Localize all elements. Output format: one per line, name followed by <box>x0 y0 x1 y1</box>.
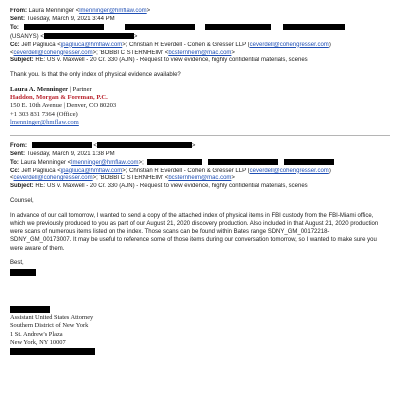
email1-from: From: Laura Menninger <lmenninger@hmflaw.com> <box>10 8 151 14</box>
email1-from-email-link[interactable]: lmenninger@hmflaw.com <box>79 8 147 14</box>
email1-to: To: <box>10 24 390 33</box>
redaction <box>97 142 192 148</box>
signature-title: | Partner <box>68 85 92 93</box>
email1-cc: Cc: Jeff Pagliuca <jpagliuca@hmflaw.com>; Christian R Everdell - Cohen & Gresser LLP (ceverdell@cohengresser.com) <box>10 41 331 48</box>
email2-signature <box>10 306 390 355</box>
email1-subject: Subject: RE: US v. Maxwell - 20 Cr. 330 (AJN) - Request to view evidence, highly confidential materials, scenes <box>10 57 308 64</box>
email2-cc-cont: <ceverdell@cohengresser.com>; 'BOBBI C STERNHEIM' <bcsternheim@mac.com> <box>10 175 235 182</box>
email-divider <box>10 135 390 136</box>
signature-phone: +1 303 831 7364 (Office) <box>10 110 78 118</box>
cc-email-link[interactable]: bcsternheim@mac.com <box>168 49 232 56</box>
email1-signature <box>10 86 390 128</box>
signature-address: 150 E. 10th Avenue | Denver, CO 80203 <box>10 102 117 110</box>
redaction <box>125 24 195 30</box>
redaction <box>283 24 345 30</box>
signature-title: Assistant United States Attorney <box>10 314 94 322</box>
email1-sent: Sent: Tuesday, March 9, 2021 3:44 PM <box>10 15 115 22</box>
redaction <box>205 24 271 30</box>
email2-body: In advance of our call tomorrow, I wanted to send a copy of the attached index of physical items in FBI custody from the FBI-Miami office, which we previously produced to you as part of our August 21, 2020 discovery production. Also included in that August 21, 2020 production were scans of numerous items listed on the index. Those scans can be found within Bates range SDNY_GM_00172218-SDNY_GM_00173007. It may be useful to reference some of those items during our conversation tomorrow, so I wanted to make sure you were aware of them. <box>10 212 379 252</box>
redaction <box>147 159 202 165</box>
redaction <box>44 33 134 39</box>
signature-name: Laura A. Menninger <box>10 85 69 93</box>
cc-email-link[interactable]: jpagliuca@hmflaw.com <box>60 167 123 174</box>
redaction <box>10 306 50 313</box>
email2-subject: Subject: RE: US v. Maxwell - 20 Cr. 330 (AJN) - Request to view evidence, highly confidential materials, scenes <box>10 183 308 190</box>
redaction <box>284 159 334 165</box>
email2-cc: Cc: Jeff Pagliuca <jpagliuca@hmflaw.com>; Christian R Everdell - Cohen & Gresser LLP (ceverdell@cohengresser.com) <box>10 167 331 174</box>
signature-office: Southern District of New York <box>10 322 89 330</box>
cc-email-link[interactable]: jpagliuca@hmflaw.com <box>60 41 123 48</box>
redaction <box>24 24 104 30</box>
signature-address-line2: New York, NY 10007 <box>10 339 66 347</box>
email1-cc-cont: <ceverdell@cohengresser.com>; 'BOBBI C STERNHEIM' <bcsternheim@mac.com> <box>10 49 235 56</box>
email2-from: From: < > <box>10 142 196 149</box>
redaction <box>208 159 278 165</box>
cc-email-link[interactable]: ceverdell@cohengresser.com <box>13 49 93 56</box>
redaction <box>10 269 36 276</box>
email1-to-cont: (USANYS) < > <box>10 33 138 40</box>
signature-address-line1: 1 St. Andrew's Plaza <box>10 330 63 338</box>
email2-to: To: Laura Menninger <lmenninger@hmflaw.com>; <box>10 159 390 168</box>
signature-firm: Haddon, Morgan & Foreman, P.C. <box>10 94 108 102</box>
cc-email-link[interactable]: ceverdell@cohengresser.com <box>13 175 93 182</box>
email2-header <box>10 142 390 191</box>
redaction <box>10 348 95 355</box>
signature-email-link[interactable]: lmenninger@hmflaw.com <box>10 119 79 127</box>
email2-sent: Sent: Tuesday, March 9, 2021 1:38 PM <box>10 150 115 157</box>
email2-closing: Best, <box>10 259 24 266</box>
email1-header <box>10 8 390 65</box>
redaction <box>32 142 92 148</box>
cc-email-link[interactable]: ceverdell@cohengresser.com <box>249 41 329 48</box>
email1-body: Thank you. Is that the only index of physical evidence available? <box>10 72 181 79</box>
to-email-link[interactable]: lmenninger@hmflaw.com <box>71 159 139 166</box>
cc-email-link[interactable]: ceverdell@cohengresser.com <box>249 167 329 174</box>
cc-email-link[interactable]: bcsternheim@mac.com <box>168 175 232 182</box>
email2-salutation: Counsel, <box>10 198 34 205</box>
